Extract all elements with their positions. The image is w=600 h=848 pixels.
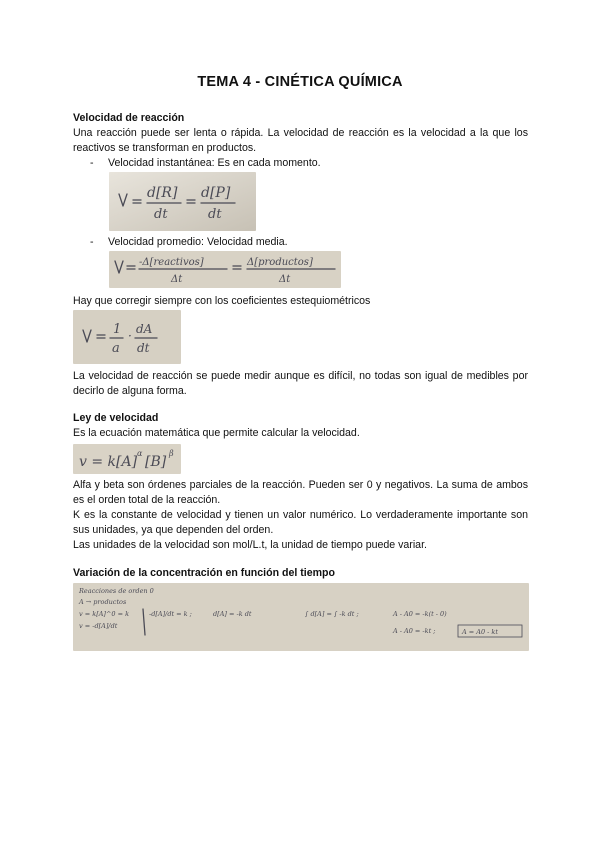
svg-text:a: a: [112, 341, 120, 356]
svg-text:1: 1: [113, 322, 122, 337]
svg-text:dA: dA: [136, 322, 153, 336]
svg-text:A - A0 = -k(t - 0): A - A0 = -k(t - 0): [393, 610, 447, 618]
bullet-instantanea: [90, 156, 490, 171]
velocidad-closing: La velocidad de reacción se puede medir aunque es difícil, no todas son igual de medibles por decirlo de alguna forma.: [73, 370, 528, 397]
svg-text:Δt: Δt: [279, 274, 291, 285]
velocidad-intro: Una reacción puede ser lenta o rápida. La velocidad de reacción es la velocidad a la que los reactivos se transforman en productos.: [73, 127, 528, 154]
svg-text:Δt: Δt: [171, 274, 183, 285]
page-title: TEMA 4 - CINÉTICA QUÍMICA: [197, 74, 403, 90]
svg-text:β: β: [169, 449, 174, 458]
ley-p1: Alfa y beta son órdenes parciales de la reacción. Pueden ser 0 y negativos. La suma de ambos es el orden total de la reacción.: [73, 479, 528, 506]
section-heading-ley: Ley de velocidad: [73, 412, 159, 424]
note-coeficientes: Hay que corregir siempre con los coeficientes estequiométricos: [73, 295, 371, 307]
svg-text:d[R]: d[R]: [147, 185, 178, 201]
svg-text:A - A0 = -kt ;: A - A0 = -kt ;: [393, 627, 436, 635]
svg-text:dt: dt: [154, 207, 168, 222]
photo-ley-velocidad: [73, 444, 181, 474]
svg-text:∫ d[A] = ∫ -k dt ;: ∫ d[A] = ∫ -k dt ;: [305, 610, 359, 618]
svg-text:v = -d[A]/dt: v = -d[A]/dt: [79, 622, 118, 630]
bullet-promedio: [90, 235, 490, 250]
svg-text:[B]: [B]: [145, 454, 167, 470]
bullet-dash: -: [90, 157, 94, 169]
section-heading-variacion: Variación de la concentración en función del tiempo: [73, 567, 335, 579]
photo-velocidad-coeficiente: [73, 310, 181, 364]
svg-text:·: ·: [128, 329, 132, 343]
svg-text:Δ[productos]: Δ[productos]: [247, 257, 313, 268]
svg-text:A → productos: A → productos: [79, 598, 127, 606]
svg-text:dt: dt: [137, 341, 150, 355]
svg-text:dt: dt: [208, 207, 222, 222]
svg-text:v = k[A]^0 = k: v = k[A]^0 = k: [79, 610, 130, 618]
svg-text:d[P]: d[P]: [201, 185, 231, 201]
photo-velocidad-promedio: [109, 251, 341, 288]
ley-intro: Es la ecuación matemática que permite calcular la velocidad.: [73, 427, 360, 439]
svg-text:v = k[A]: v = k[A]: [79, 454, 138, 470]
photo-variacion-concentracion: [73, 583, 529, 651]
bullet-promedio-text: Velocidad promedio: Velocidad media.: [108, 236, 288, 248]
svg-text:-d[A]/dt = k ;: -d[A]/dt = k ;: [149, 610, 192, 618]
bullet-dash: -: [90, 236, 94, 248]
svg-text:Reacciones de orden 0: Reacciones de orden 0: [79, 587, 154, 595]
section-heading-velocidad: Velocidad de reacción: [73, 112, 185, 124]
svg-text:-Δ[reactivos]: -Δ[reactivos]: [139, 257, 204, 268]
svg-text:d[A] = -k dt: d[A] = -k dt: [213, 610, 252, 618]
ley-p2: K es la constante de velocidad y tienen un valor numérico. Lo verdaderamente importante son sus unidades, ya que dependen del orden.: [73, 509, 528, 536]
svg-text:α: α: [137, 449, 143, 458]
bullet-instantanea-text: Velocidad instantánea: Es en cada momento.: [108, 157, 321, 169]
svg-text:A = A0 - kt: A = A0 - kt: [462, 628, 498, 636]
photo-velocidad-instantanea: [109, 172, 256, 231]
ley-p3: Las unidades de la velocidad son mol/L.t, la unidad de tiempo puede variar.: [73, 539, 427, 551]
